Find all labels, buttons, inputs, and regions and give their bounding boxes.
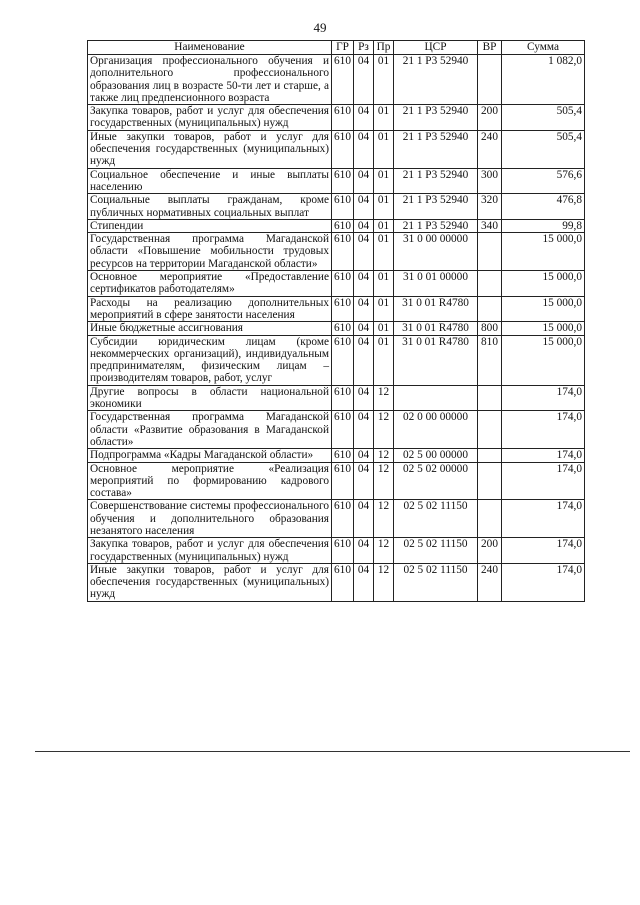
cell-rz: 04 — [354, 449, 374, 462]
cell-gr: 610 — [332, 335, 354, 385]
cell-vr — [478, 385, 502, 411]
cell-gr: 610 — [332, 563, 354, 601]
cell-name: Другие вопросы в области национальной экономики — [88, 385, 332, 411]
cell-pr: 12 — [374, 449, 394, 462]
cell-name: Основное мероприятие «Предоставление сертификатов работодателям» — [88, 271, 332, 297]
header-rz: Рз — [354, 41, 374, 55]
cell-csr: 31 0 00 00000 — [394, 233, 478, 271]
cell-sum: 15 000,0 — [502, 335, 585, 385]
cell-csr: 21 1 P3 52940 — [394, 194, 478, 220]
cell-csr: 21 1 P3 52940 — [394, 168, 478, 194]
cell-rz: 04 — [354, 462, 374, 500]
cell-rz: 04 — [354, 411, 374, 449]
table-row — [88, 55, 585, 105]
cell-gr: 610 — [332, 296, 354, 322]
cell-name: Организация профессионального обучения и дополнительного профессионального образования лиц в возрасте 50-ти лет и старше, а также лиц предпенсионного возраста — [88, 55, 332, 105]
cell-gr: 610 — [332, 411, 354, 449]
cell-vr: 240 — [478, 130, 502, 168]
table-row — [88, 271, 585, 297]
cell-name: Государственная программа Магаданской области «Развитие образования в Магаданской области» — [88, 411, 332, 449]
cell-sum: 174,0 — [502, 538, 585, 564]
cell-pr: 01 — [374, 130, 394, 168]
cell-gr: 610 — [332, 194, 354, 220]
cell-gr: 610 — [332, 130, 354, 168]
cell-sum: 15 000,0 — [502, 271, 585, 297]
header-sum: Сумма — [502, 41, 585, 55]
cell-sum: 174,0 — [502, 449, 585, 462]
cell-rz: 04 — [354, 105, 374, 131]
cell-pr: 12 — [374, 538, 394, 564]
page-number: 49 — [313, 20, 327, 35]
cell-csr: 02 5 02 11150 — [394, 538, 478, 564]
table-row — [88, 105, 585, 131]
cell-csr: 31 0 01 R4780 — [394, 322, 478, 335]
cell-sum: 576,6 — [502, 168, 585, 194]
cell-vr — [478, 462, 502, 500]
cell-csr: 21 1 P3 52940 — [394, 219, 478, 232]
cell-rz: 04 — [354, 194, 374, 220]
cell-rz: 04 — [354, 500, 374, 538]
table-row — [88, 411, 585, 449]
cell-name: Расходы на реализацию дополнительных мероприятий в сфере занятости населения — [88, 296, 332, 322]
cell-pr: 01 — [374, 168, 394, 194]
cell-name: Социальные выплаты гражданам, кроме публичных нормативных социальных выплат — [88, 194, 332, 220]
cell-rz: 04 — [354, 130, 374, 168]
budget-table — [87, 40, 585, 602]
footer-divider — [35, 751, 630, 752]
cell-name: Совершенствование системы профессионального обучения и дополнительного образования незанятого населения — [88, 500, 332, 538]
table-row — [88, 538, 585, 564]
cell-vr — [478, 411, 502, 449]
cell-vr — [478, 55, 502, 105]
cell-sum: 505,4 — [502, 130, 585, 168]
cell-vr: 800 — [478, 322, 502, 335]
cell-sum: 15 000,0 — [502, 233, 585, 271]
cell-vr — [478, 449, 502, 462]
cell-name: Иные бюджетные ассигнования — [88, 322, 332, 335]
cell-csr — [394, 385, 478, 411]
cell-vr: 200 — [478, 105, 502, 131]
cell-sum: 174,0 — [502, 385, 585, 411]
cell-pr: 12 — [374, 385, 394, 411]
cell-csr: 02 5 02 00000 — [394, 462, 478, 500]
cell-vr: 320 — [478, 194, 502, 220]
cell-rz: 04 — [354, 538, 374, 564]
cell-pr: 01 — [374, 296, 394, 322]
cell-sum: 174,0 — [502, 500, 585, 538]
cell-sum: 505,4 — [502, 105, 585, 131]
cell-rz: 04 — [354, 335, 374, 385]
table-row — [88, 233, 585, 271]
header-vr: ВР — [478, 41, 502, 55]
cell-pr: 01 — [374, 55, 394, 105]
cell-csr: 31 0 01 R4780 — [394, 296, 478, 322]
cell-name: Государственная программа Магаданской области «Повышение мобильности трудовых ресурсов на территории Магаданской области» — [88, 233, 332, 271]
table-row — [88, 335, 585, 385]
cell-name: Основное мероприятие «Реализация мероприятий по формированию кадрового состава» — [88, 462, 332, 500]
cell-gr: 610 — [332, 271, 354, 297]
cell-gr: 610 — [332, 105, 354, 131]
cell-rz: 04 — [354, 563, 374, 601]
cell-name: Подпрограмма «Кадры Магаданской области» — [88, 449, 332, 462]
cell-rz: 04 — [354, 296, 374, 322]
cell-name: Иные закупки товаров, работ и услуг для обеспечения государственных (муниципальных) нужд — [88, 130, 332, 168]
cell-vr: 300 — [478, 168, 502, 194]
cell-gr: 610 — [332, 219, 354, 232]
cell-sum: 15 000,0 — [502, 322, 585, 335]
table-header-row — [88, 41, 585, 55]
cell-sum: 174,0 — [502, 411, 585, 449]
cell-rz: 04 — [354, 55, 374, 105]
cell-vr — [478, 271, 502, 297]
cell-rz: 04 — [354, 385, 374, 411]
cell-gr: 610 — [332, 538, 354, 564]
table-row — [88, 563, 585, 601]
cell-name: Иные закупки товаров, работ и услуг для обеспечения государственных (муниципальных) нужд — [88, 563, 332, 601]
cell-name: Стипендии — [88, 219, 332, 232]
table-row — [88, 219, 585, 232]
cell-pr: 01 — [374, 322, 394, 335]
cell-csr: 21 1 P3 52940 — [394, 55, 478, 105]
cell-pr: 12 — [374, 411, 394, 449]
cell-pr: 01 — [374, 271, 394, 297]
cell-gr: 610 — [332, 55, 354, 105]
cell-pr: 01 — [374, 233, 394, 271]
table-body — [88, 55, 585, 602]
cell-csr: 31 0 01 R4780 — [394, 335, 478, 385]
table-row — [88, 194, 585, 220]
cell-gr: 610 — [332, 500, 354, 538]
cell-name: Закупка товаров, работ и услуг для обеспечения государственных (муниципальных) нужд — [88, 105, 332, 131]
cell-gr: 610 — [332, 462, 354, 500]
cell-rz: 04 — [354, 168, 374, 194]
table-row — [88, 130, 585, 168]
cell-gr: 610 — [332, 168, 354, 194]
cell-pr: 12 — [374, 500, 394, 538]
cell-sum: 15 000,0 — [502, 296, 585, 322]
cell-vr: 340 — [478, 219, 502, 232]
cell-pr: 01 — [374, 105, 394, 131]
header-pr: Пр — [374, 41, 394, 55]
cell-csr: 02 5 02 11150 — [394, 500, 478, 538]
cell-sum: 174,0 — [502, 462, 585, 500]
cell-sum: 1 082,0 — [502, 55, 585, 105]
table-row — [88, 296, 585, 322]
header-gr: ГР — [332, 41, 354, 55]
cell-vr: 810 — [478, 335, 502, 385]
cell-gr: 610 — [332, 449, 354, 462]
cell-rz: 04 — [354, 219, 374, 232]
cell-pr: 01 — [374, 194, 394, 220]
cell-rz: 04 — [354, 271, 374, 297]
cell-pr: 01 — [374, 335, 394, 385]
table-row — [88, 322, 585, 335]
cell-rz: 04 — [354, 233, 374, 271]
cell-name: Субсидии юридическим лицам (кроме некоммерческих организаций), индивидуальным предпринимателям, физическим лицам – производителям товаров, работ, услуг — [88, 335, 332, 385]
cell-csr: 21 1 P3 52940 — [394, 130, 478, 168]
cell-vr: 240 — [478, 563, 502, 601]
cell-sum: 99,8 — [502, 219, 585, 232]
table-row — [88, 385, 585, 411]
cell-gr: 610 — [332, 385, 354, 411]
header-csr: ЦСР — [394, 41, 478, 55]
cell-name: Закупка товаров, работ и услуг для обеспечения государственных (муниципальных) нужд — [88, 538, 332, 564]
cell-sum: 476,8 — [502, 194, 585, 220]
table-row — [88, 168, 585, 194]
cell-csr: 21 1 P3 52940 — [394, 105, 478, 131]
cell-pr: 12 — [374, 462, 394, 500]
cell-csr: 31 0 01 00000 — [394, 271, 478, 297]
cell-pr: 01 — [374, 219, 394, 232]
cell-name: Социальное обеспечение и иные выплаты населению — [88, 168, 332, 194]
cell-sum: 174,0 — [502, 563, 585, 601]
cell-vr — [478, 500, 502, 538]
cell-csr: 02 5 00 00000 — [394, 449, 478, 462]
cell-csr: 02 0 00 00000 — [394, 411, 478, 449]
table-row — [88, 462, 585, 500]
cell-rz: 04 — [354, 322, 374, 335]
table-row — [88, 449, 585, 462]
cell-pr: 12 — [374, 563, 394, 601]
cell-gr: 610 — [332, 233, 354, 271]
table-row — [88, 500, 585, 538]
cell-gr: 610 — [332, 322, 354, 335]
cell-vr — [478, 233, 502, 271]
cell-vr — [478, 296, 502, 322]
header-name: Наименование — [88, 41, 332, 55]
cell-vr: 200 — [478, 538, 502, 564]
cell-csr: 02 5 02 11150 — [394, 563, 478, 601]
